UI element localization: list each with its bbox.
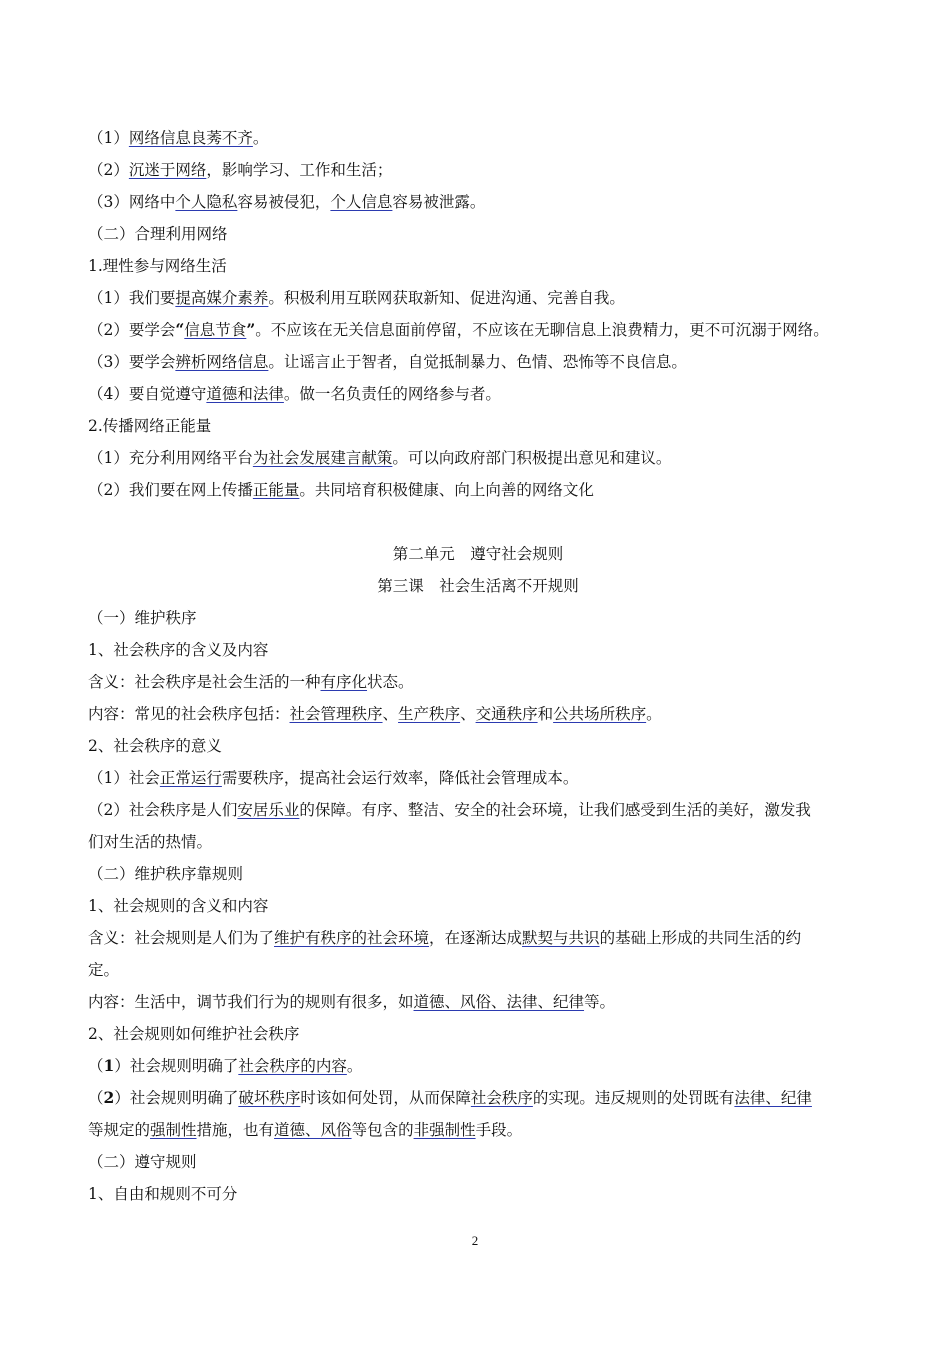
text-segment: 手段。 bbox=[475, 1121, 523, 1139]
text-line bbox=[88, 1178, 868, 1210]
text-segment: 的实现。违反规则的处罚既有 bbox=[532, 1089, 735, 1107]
text-segment: 第三课 社会生活离不开规则 bbox=[377, 577, 579, 595]
text-segment: （2）社会秩序是人们 bbox=[88, 801, 238, 819]
text-line bbox=[88, 730, 868, 762]
text-segment: 。做一名负责任的网络参与者。 bbox=[283, 385, 501, 403]
text-segment: （二）遵守规则 bbox=[88, 1153, 197, 1171]
underlined-keyword: 道德、风俗、法律、纪律 bbox=[413, 993, 585, 1011]
text-segment: （1） bbox=[88, 129, 129, 147]
text-segment: 1、社会规则的含义和内容 bbox=[88, 897, 269, 915]
text-line bbox=[88, 218, 868, 250]
text-segment: 等规定的 bbox=[88, 1121, 151, 1139]
text-line bbox=[88, 346, 868, 378]
text-line bbox=[88, 666, 868, 698]
text-segment: （2） bbox=[88, 161, 129, 179]
underlined-keyword: 社会秩序的内容 bbox=[238, 1057, 347, 1075]
text-segment: 的保障。有序、整洁、安全的社会环境，让我们感受到生活的美好，激发我 bbox=[299, 801, 811, 819]
text-segment: 容易被泄露。 bbox=[392, 193, 486, 211]
text-segment: ）社会规则明确了 bbox=[114, 1089, 239, 1107]
text-segment: 。积极利用互联网获取新知、促进沟通、完善自我。 bbox=[268, 289, 625, 307]
text-line bbox=[88, 826, 868, 858]
underlined-keyword: 有序化 bbox=[320, 673, 368, 691]
underlined-keyword: 安居乐业 bbox=[237, 801, 300, 819]
underlined-keyword: 个人隐私 bbox=[175, 193, 238, 211]
text-segment: （二）维护秩序靠规则 bbox=[88, 865, 244, 883]
underlined-keyword: 破坏秩序 bbox=[238, 1089, 301, 1107]
underlined-keyword: 信息节食 bbox=[184, 321, 247, 339]
underlined-keyword: 提高媒介素养 bbox=[175, 289, 269, 307]
text-segment: ，影响学习、工作和生活； bbox=[206, 161, 393, 179]
text-segment: 。 bbox=[346, 1057, 363, 1075]
text-line bbox=[88, 474, 868, 506]
page-number: 2 bbox=[471, 1233, 479, 1248]
text-segment: 1 bbox=[103, 1056, 115, 1075]
text-segment: 需要秩序，提高社会运行效率，降低社会管理成本。 bbox=[221, 769, 579, 787]
text-segment: 。不应该在无关信息面前停留，不应该在无聊信息上浪费精力，更不可沉溺于网络。 bbox=[255, 321, 829, 339]
text-segment: （4）要自觉遵守 bbox=[88, 385, 207, 403]
text-line bbox=[88, 890, 868, 922]
underlined-keyword: 道德、风俗 bbox=[274, 1121, 352, 1139]
text-line bbox=[88, 410, 868, 442]
text-segment: （二）合理利用网络 bbox=[88, 225, 228, 243]
text-segment: （3）网络中 bbox=[88, 193, 176, 211]
text-line bbox=[88, 634, 868, 666]
underlined-keyword: 道德和法律 bbox=[206, 385, 284, 403]
text-line bbox=[88, 922, 868, 954]
text-segment: （ bbox=[88, 1057, 104, 1075]
text-segment: 2.传播网络正能量 bbox=[88, 417, 212, 435]
text-line bbox=[88, 858, 868, 890]
text-line bbox=[88, 954, 868, 986]
underlined-keyword: 社会管理秩序 bbox=[289, 705, 383, 723]
text-segment: 1.理性参与网络生活 bbox=[88, 257, 227, 275]
text-line bbox=[88, 154, 868, 186]
text-segment: 含义：社会秩序是社会生活的一种 bbox=[88, 673, 321, 691]
underlined-keyword: 维护有秩序的社会环境 bbox=[274, 929, 430, 947]
underlined-keyword: 交通秩序 bbox=[475, 705, 538, 723]
text-line bbox=[88, 1146, 868, 1178]
document-body bbox=[88, 122, 868, 1210]
section-heading bbox=[88, 538, 868, 570]
text-segment: （1）充分利用网络平台 bbox=[88, 449, 253, 467]
text-segment: 、 bbox=[460, 705, 476, 723]
underlined-keyword: 沉迷于网络 bbox=[128, 161, 207, 179]
text-line bbox=[88, 250, 868, 282]
text-line bbox=[88, 1050, 868, 1082]
text-line bbox=[88, 186, 868, 218]
text-segment: “ bbox=[175, 320, 185, 339]
underlined-keyword: 网络信息良莠不齐 bbox=[128, 129, 253, 147]
text-line bbox=[88, 282, 868, 314]
text-segment: 1、自由和规则不可分 bbox=[88, 1185, 238, 1203]
text-segment: （ bbox=[88, 1089, 104, 1107]
text-segment: 措施，也有 bbox=[196, 1121, 275, 1139]
underlined-keyword: 为社会发展建言献策 bbox=[252, 449, 393, 467]
text-segment: 定。 bbox=[88, 961, 120, 979]
text-segment: 1、社会秩序的含义及内容 bbox=[88, 641, 269, 659]
text-segment: 。 bbox=[646, 705, 662, 723]
underlined-keyword: 社会秩序 bbox=[470, 1089, 533, 1107]
underlined-keyword: 正常运行 bbox=[159, 769, 222, 787]
text-segment: 状态。 bbox=[367, 673, 414, 691]
underlined-keyword: 默契与共识 bbox=[522, 929, 600, 947]
underlined-keyword: 强制性 bbox=[150, 1121, 197, 1139]
text-segment: 和 bbox=[537, 705, 554, 723]
text-segment: （2）要学会 bbox=[88, 321, 176, 339]
text-segment: 们对生活的热情。 bbox=[88, 833, 213, 851]
text-segment: （2）我们要在网上传播 bbox=[88, 481, 253, 499]
text-segment: （3）要学会 bbox=[88, 353, 176, 371]
text-segment: ）社会规则明确了 bbox=[114, 1057, 239, 1075]
text-line bbox=[88, 1082, 868, 1114]
text-segment: 等。 bbox=[584, 993, 616, 1011]
text-segment: 第二单元 遵守社会规则 bbox=[392, 545, 564, 563]
text-line bbox=[88, 314, 868, 346]
text-line bbox=[88, 1018, 868, 1050]
underlined-keyword: 个人信息 bbox=[330, 193, 393, 211]
underlined-keyword: 法律、纪律 bbox=[734, 1089, 812, 1107]
underlined-keyword: 公共场所秩序 bbox=[553, 705, 647, 723]
text-segment: 2 bbox=[103, 1088, 115, 1107]
underlined-keyword: 非强制性 bbox=[413, 1121, 476, 1139]
text-segment: 2、社会规则如何维护社会秩序 bbox=[88, 1025, 300, 1043]
text-segment: ” bbox=[246, 320, 256, 339]
text-segment: 内容：生活中，调节我们行为的规则有很多，如 bbox=[88, 993, 414, 1011]
text-line bbox=[88, 698, 868, 730]
underlined-keyword: 正能量 bbox=[252, 481, 300, 499]
text-segment: （1）我们要 bbox=[88, 289, 176, 307]
text-segment: 2、社会秩序的意义 bbox=[88, 737, 222, 755]
text-line bbox=[88, 442, 868, 474]
text-segment: 容易被侵犯， bbox=[237, 193, 331, 211]
section-heading bbox=[88, 570, 868, 602]
text-line bbox=[88, 602, 868, 634]
text-segment: 。让谣言止于智者，自觉抵制暴力、色情、恐怖等不良信息。 bbox=[268, 353, 687, 371]
text-segment: 含义：社会规则是人们为了 bbox=[88, 929, 275, 947]
text-segment: 、 bbox=[382, 705, 399, 723]
text-line bbox=[88, 122, 868, 154]
text-line bbox=[88, 378, 868, 410]
text-segment: 等包含的 bbox=[351, 1121, 414, 1139]
text-segment: 的基础上形成的共同生活的约 bbox=[599, 929, 802, 947]
blank-line bbox=[88, 506, 868, 538]
text-segment: （一）维护秩序 bbox=[88, 609, 197, 627]
text-segment: 。 bbox=[252, 129, 269, 147]
underlined-keyword: 辨析网络信息 bbox=[175, 353, 269, 371]
text-segment: 时该如何处罚，从而保障 bbox=[300, 1089, 471, 1107]
text-line bbox=[88, 794, 868, 826]
text-segment: （1）社会 bbox=[88, 769, 160, 787]
text-segment: 。共同培育积极健康、向上向善的网络文化 bbox=[299, 481, 594, 499]
text-segment: 内容：常见的社会秩序包括： bbox=[88, 705, 290, 723]
underlined-keyword: 生产秩序 bbox=[398, 705, 461, 723]
text-line bbox=[88, 1114, 868, 1146]
text-segment: 。可以向政府部门积极提出意见和建议。 bbox=[392, 449, 672, 467]
text-line bbox=[88, 986, 868, 1018]
text-line bbox=[88, 762, 868, 794]
text-segment: ，在逐渐达成 bbox=[429, 929, 523, 947]
